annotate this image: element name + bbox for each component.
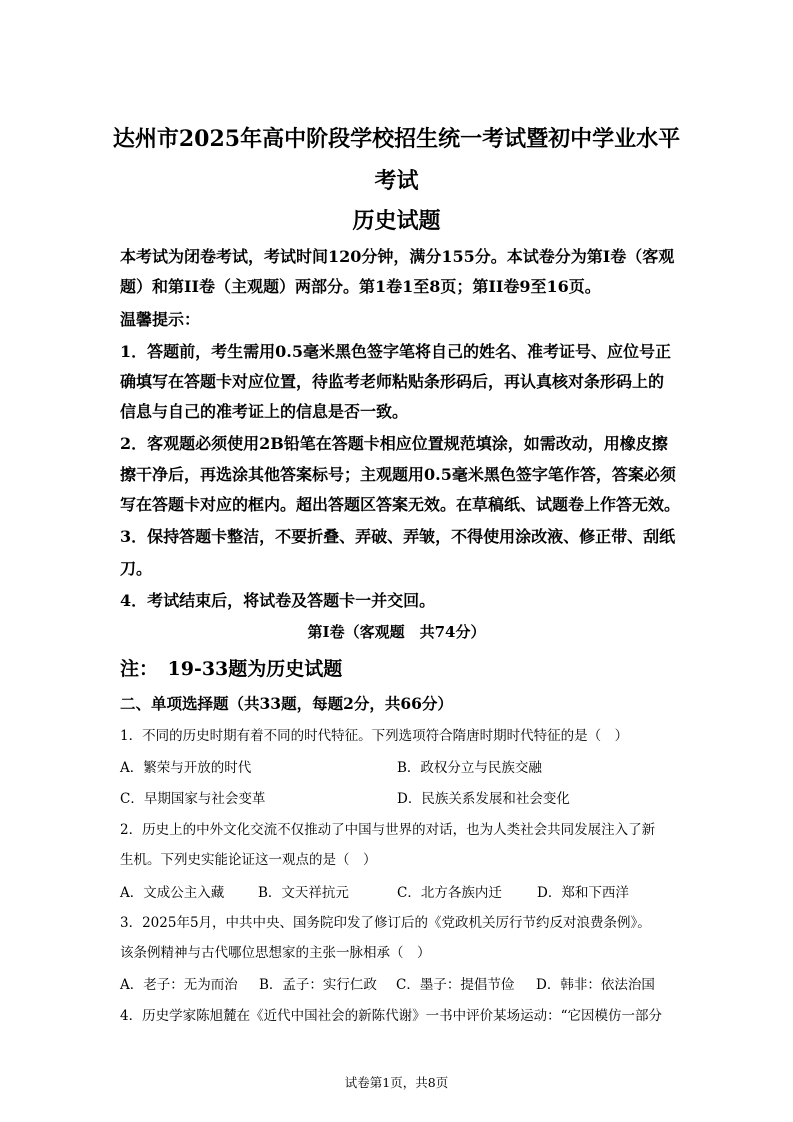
q2-stem-line2: 生机。下列史实能论证这一观点的是（ ） <box>120 852 377 868</box>
q2-option-a: A．文成公主入藏 <box>120 885 225 901</box>
q3-option-c: C．墨子：提倡节俭 <box>396 977 515 993</box>
history-note: 注： 19-33题为历史试题 <box>120 658 343 680</box>
tip1-line1: 1．答题前，考生需用0.5毫米黑色签字笔将自己的姓名、准考证号、应位号正 <box>120 342 671 361</box>
q3-option-b: B．孟子：实行仁政 <box>259 977 377 993</box>
tip2-line3: 写在答题卡对应的框内。超出答题区答案无效。在草稿纸、试题卷上作答无效。 <box>120 495 681 514</box>
tip3-line1: 3．保持答题卡整洁，不要折叠、弄破、弄皱，不得使用涂改液、修正带、刮纸 <box>120 527 676 546</box>
tip2-line1: 2．客观题必须使用2B铅笔在答题卡相应位置规范填涂，如需改动，用橡皮擦 <box>120 434 668 453</box>
q2-option-b: B．文天祥抗元 <box>258 885 349 901</box>
q1-option-b: B．政权分立与民族交融 <box>397 760 542 776</box>
tip3-line2: 刀。 <box>120 559 153 578</box>
q3-option-d: D．韩非：依法治国 <box>536 977 655 993</box>
part1-heading: 第I卷（客观题 共74分） <box>307 623 486 641</box>
intro-line-2: 题）和第II卷（主观题）两部分。第1卷1至8页；第II卷9至16页。 <box>120 277 601 296</box>
tips-heading: 温馨提示： <box>120 310 201 329</box>
q2-option-c: C．北方各族内迁 <box>397 885 502 901</box>
subject-title: 历史试题 <box>352 208 441 234</box>
tip2-line2: 擦干净后，再选涂其他答案标号；主观题用0.5毫米黑色签字笔作答，答案必须 <box>120 465 676 484</box>
intro-line-1: 本考试为闭卷考试，考试时间120分钟，满分155分。本试卷分为第I卷（客观 <box>120 247 675 266</box>
q1-option-c: C．早期国家与社会变革 <box>120 791 266 807</box>
q1-option-d: D．民族关系发展和社会变化 <box>397 791 570 807</box>
exam-title-line1: 达州市2025年高中阶段学校招生统一考试暨初中学业水平 <box>112 126 681 152</box>
q2-stem-line1: 2．历史上的中外文化交流不仅推动了中国与世界的对话，也为人类社会共同发展注入了新 <box>120 822 656 838</box>
tip1-line2: 确填写在答题卡对应位置，待监考老师粘贴条形码后，再认真核对条形码上的 <box>120 372 665 391</box>
q3-stem-line1: 3．2025年5月，中共中央、国务院印发了修订后的《党政机关厉行节约反对浪费条例》。 <box>120 915 651 931</box>
exam-title-line2: 考试 <box>374 168 419 194</box>
q1-stem: 1．不同的历史时期有着不同的时代特征。下列选项符合隋唐时期时代特征的是（ ） <box>120 728 629 744</box>
q4-stem-line1: 4．历史学家陈旭麓在《近代中国社会的新陈代谢》一书中评价某场运动：“它因模仿一部分 <box>120 1008 662 1024</box>
q3-stem-line2: 该条例精神与古代哪位思想家的主张一脉相承（ ） <box>120 945 431 961</box>
section-heading: 二、单项选择题（共33题，每题2分，共66分） <box>120 694 453 713</box>
q1-option-a: A．繁荣与开放的时代 <box>120 760 252 776</box>
tip4: 4．考试结束后，将试卷及答题卡一并交回。 <box>120 591 436 610</box>
page-footer: 试卷第1页，共8页 <box>344 1075 449 1090</box>
q2-option-d: D．郑和下西洋 <box>537 885 629 901</box>
q3-option-a: A．老子：无为而治 <box>120 977 238 993</box>
tip1-line3: 信息与自己的准考证上的信息是否一致。 <box>120 402 409 421</box>
